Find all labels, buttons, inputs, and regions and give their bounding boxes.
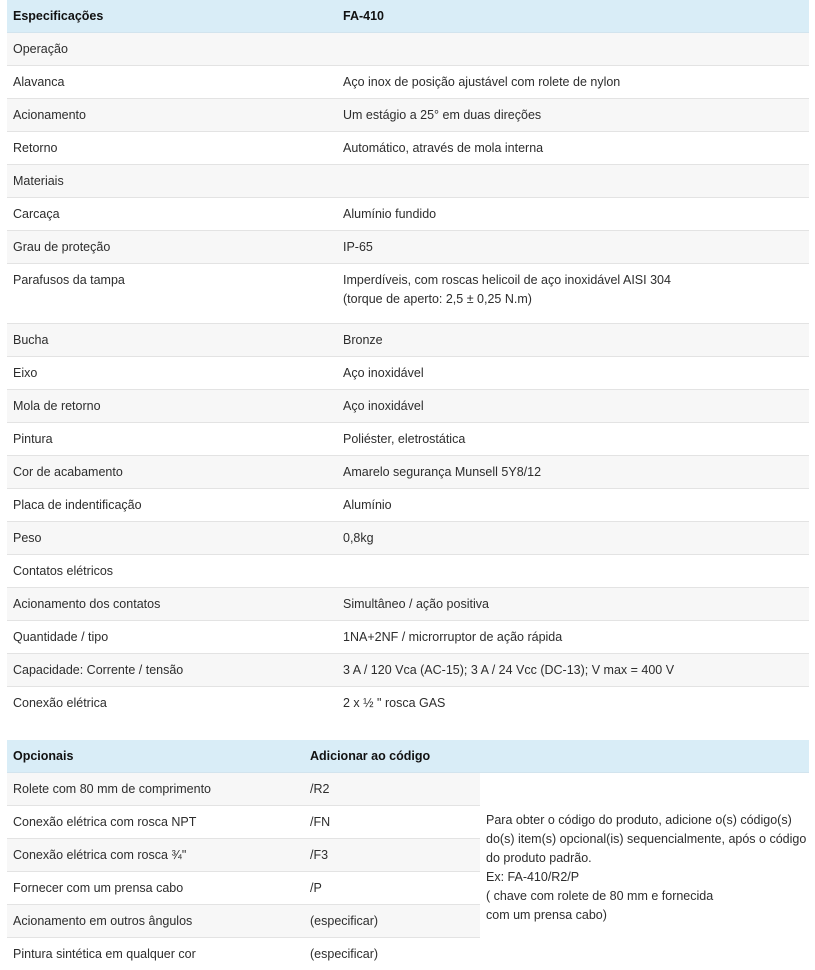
option-code: /R2	[304, 773, 480, 806]
spec-row	[7, 132, 809, 165]
option-code: /P	[304, 872, 480, 905]
spec-label: Retorno	[7, 132, 337, 165]
spec-row	[7, 264, 809, 324]
option-label: Conexão elétrica com rosca ¾"	[7, 839, 304, 872]
spec-label: Placa de indentificação	[7, 489, 337, 522]
spec-row	[7, 33, 809, 66]
spec-value: Bronze	[337, 324, 809, 357]
spec-label: Bucha	[7, 324, 337, 357]
options-note-line: do produto padrão.	[486, 851, 592, 865]
spec-value: IP-65	[337, 231, 809, 264]
option-row	[7, 773, 809, 806]
spec-row	[7, 588, 809, 621]
option-code: /FN	[304, 806, 480, 839]
spec-label: Mola de retorno	[7, 390, 337, 423]
spec-label: Alavanca	[7, 66, 337, 99]
option-label: Conexão elétrica com rosca NPT	[7, 806, 304, 839]
spec-header-label: Especificações	[7, 0, 337, 33]
spec-label: Cor de acabamento	[7, 456, 337, 489]
spec-row	[7, 66, 809, 99]
spec-value: 2 x ½ " rosca GAS	[337, 687, 809, 720]
spec-label: Carcaça	[7, 198, 337, 231]
spec-value: 1NA+2NF / microrruptor de ação rápida	[337, 621, 809, 654]
spec-label: Capacidade: Corrente / tensão	[7, 654, 337, 687]
spec-row	[7, 390, 809, 423]
spec-value: 3 A / 120 Vca (AC-15); 3 A / 24 Vcc (DC-13); V max = 400 V	[337, 654, 809, 687]
spec-row	[7, 654, 809, 687]
spec-value	[337, 33, 809, 66]
spec-row	[7, 621, 809, 654]
spec-value: Aço inoxidável	[337, 357, 809, 390]
spec-header-row	[7, 0, 809, 33]
spec-label: Quantidade / tipo	[7, 621, 337, 654]
options-header-blank	[480, 740, 809, 773]
options-note-line: Para obter o código do produto, adicione o(s) código(s)	[486, 813, 792, 827]
spec-value-line: (torque de aperto: 2,5 ± 0,25 N.m)	[343, 292, 532, 306]
options-header-label: Opcionais	[7, 740, 304, 773]
spec-label: Parafusos da tampa	[7, 264, 337, 324]
spec-value: Automático, através de mola interna	[337, 132, 809, 165]
spec-row	[7, 456, 809, 489]
spec-label: Pintura	[7, 423, 337, 456]
spec-label: Grau de proteção	[7, 231, 337, 264]
spec-value: Aço inox de posição ajustável com rolete de nylon	[337, 66, 809, 99]
spec-value-line: Imperdíveis, com roscas helicoil de aço inoxidável AISI 304	[343, 273, 671, 287]
options-note-line: ( chave com rolete de 80 mm e fornecida	[486, 889, 714, 903]
spec-row	[7, 231, 809, 264]
spec-value: Alumínio	[337, 489, 809, 522]
options-note-line: Ex: FA-410/R2/P	[486, 870, 580, 884]
options-note-line: com um prensa cabo)	[486, 908, 607, 922]
option-label: Fornecer com um prensa cabo	[7, 872, 304, 905]
option-label: Pintura sintética em qualquer cor	[7, 938, 304, 970]
spec-label: Peso	[7, 522, 337, 555]
spec-value: Poliéster, eletrostática	[337, 423, 809, 456]
option-code: /F3	[304, 839, 480, 872]
spec-value	[337, 555, 809, 588]
spec-header-model: FA-410	[337, 0, 809, 33]
spec-value: 0,8kg	[337, 522, 809, 555]
spec-row	[7, 687, 809, 720]
spec-row	[7, 198, 809, 231]
spec-row	[7, 522, 809, 555]
spec-label: Acionamento dos contatos	[7, 588, 337, 621]
spec-label: Operação	[7, 33, 337, 66]
spec-value: Simultâneo / ação positiva	[337, 588, 809, 621]
spec-label: Eixo	[7, 357, 337, 390]
spec-value	[337, 165, 809, 198]
spec-value: Amarelo segurança Munsell 5Y8/12	[337, 456, 809, 489]
options-header-code: Adicionar ao código	[304, 740, 480, 773]
spec-row	[7, 423, 809, 456]
spec-value: Alumínio fundido	[337, 198, 809, 231]
options-note	[480, 773, 809, 970]
option-code: (especificar)	[304, 938, 480, 970]
spec-label: Contatos elétricos	[7, 555, 337, 588]
option-label: Acionamento em outros ângulos	[7, 905, 304, 938]
options-table	[7, 740, 809, 970]
specifications-table	[7, 0, 809, 719]
option-code: (especificar)	[304, 905, 480, 938]
spec-row	[7, 489, 809, 522]
spec-label: Acionamento	[7, 99, 337, 132]
spec-row	[7, 99, 809, 132]
option-label: Rolete com 80 mm de comprimento	[7, 773, 304, 806]
spec-row	[7, 324, 809, 357]
spec-value	[337, 264, 809, 324]
spec-row	[7, 357, 809, 390]
spec-row	[7, 555, 809, 588]
options-header-row	[7, 740, 809, 773]
spec-label: Materiais	[7, 165, 337, 198]
spec-value: Um estágio a 25° em duas direções	[337, 99, 809, 132]
options-note-line: do(s) item(s) opcional(is) sequencialmente, após o código	[486, 832, 807, 846]
spec-label: Conexão elétrica	[7, 687, 337, 720]
spec-value: Aço inoxidável	[337, 390, 809, 423]
spec-row	[7, 165, 809, 198]
